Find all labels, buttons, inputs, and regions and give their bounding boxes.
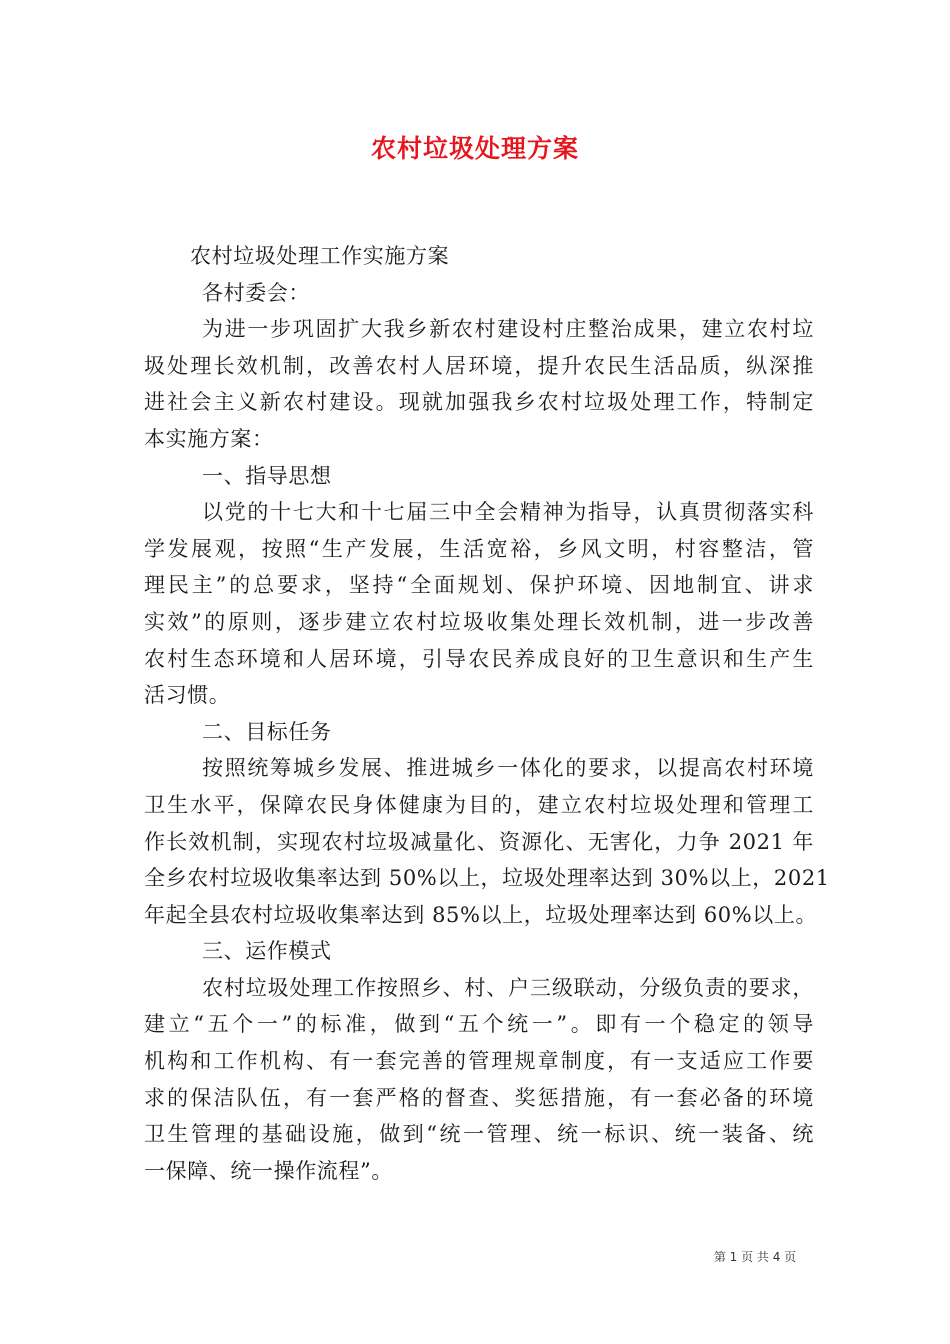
section-line: 理民主”的总要求，坚持“全面规划、保护环境、因地制宜、讲求 <box>144 573 814 598</box>
section-line: 年起全县农村垃圾收集率达到 85%以上，垃圾处理率达到 60%以上。 <box>144 902 818 927</box>
section-line: 建立“五个一”的标准，做到“五个统一”。即有一个稳定的领导 <box>144 1012 814 1037</box>
section-line: 实效”的原则，逐步建立农村垃圾收集处理长效机制，进一步改善 <box>144 609 814 634</box>
intro-line: 圾处理长效机制，改善农村人居环境，提升农民生活品质，纵深推 <box>144 353 814 378</box>
section-line: 学发展观，按照“生产发展，生活宽裕，乡风文明，村容整洁，管 <box>144 536 814 561</box>
section-line: 机构和工作机构、有一套完善的管理规章制度，有一支适应工作要 <box>144 1049 814 1074</box>
section-line: 农村垃圾处理工作按照乡、村、户三级联动，分级负责的要求， <box>202 975 814 1000</box>
intro-line: 为进一步巩固扩大我乡新农村建设村庄整治成果，建立农村垃 <box>202 317 814 342</box>
section-heading-goals: 二、目标任务 <box>202 719 332 744</box>
section-line: 活习惯。 <box>144 683 231 708</box>
section-heading-guiding-thought: 一、指导思想 <box>202 463 332 488</box>
section-line: 求的保洁队伍，有一套严格的督查、奖惩措施，有一套必备的环境 <box>144 1085 814 1110</box>
section-line: 全乡农村垃圾收集率达到 50%以上，垃圾处理率达到 30%以上，2021 <box>144 866 830 891</box>
section-line: 卫生管理的基础设施，做到“统一管理、统一标识、统一装备、统 <box>144 1122 814 1147</box>
intro-line: 进社会主义新农村建设。现就加强我乡农村垃圾处理工作，特制定 <box>144 390 814 415</box>
document-title: 农村垃圾处理方案 <box>370 134 579 163</box>
document-subtitle: 农村垃圾处理工作实施方案 <box>190 244 450 268</box>
section-line: 作长效机制，实现农村垃圾减量化、资源化、无害化，力争 2021 年 <box>144 829 814 854</box>
section-line: 以党的十七大和十七届三中全会精神为指导，认真贯彻落实科 <box>202 500 814 525</box>
document-body <box>144 238 830 1189</box>
section-line: 一保障、统一操作流程”。 <box>144 1158 393 1183</box>
salutation: 各村委会： <box>202 280 310 305</box>
section-line: 按照统筹城乡发展、推进城乡一体化的要求，以提高农村环境 <box>202 756 814 781</box>
section-line: 农村生态环境和人居环境，引导农民养成良好的卫生意识和生产生 <box>144 646 814 671</box>
section-line: 卫生水平，保障农民身体健康为目的，建立农村垃圾处理和管理工 <box>144 792 814 817</box>
intro-line: 本实施方案： <box>144 426 274 451</box>
section-heading-operation-mode: 三、运作模式 <box>202 939 332 964</box>
page-indicator: 第 1 页 共 4 页 <box>713 1250 797 1264</box>
